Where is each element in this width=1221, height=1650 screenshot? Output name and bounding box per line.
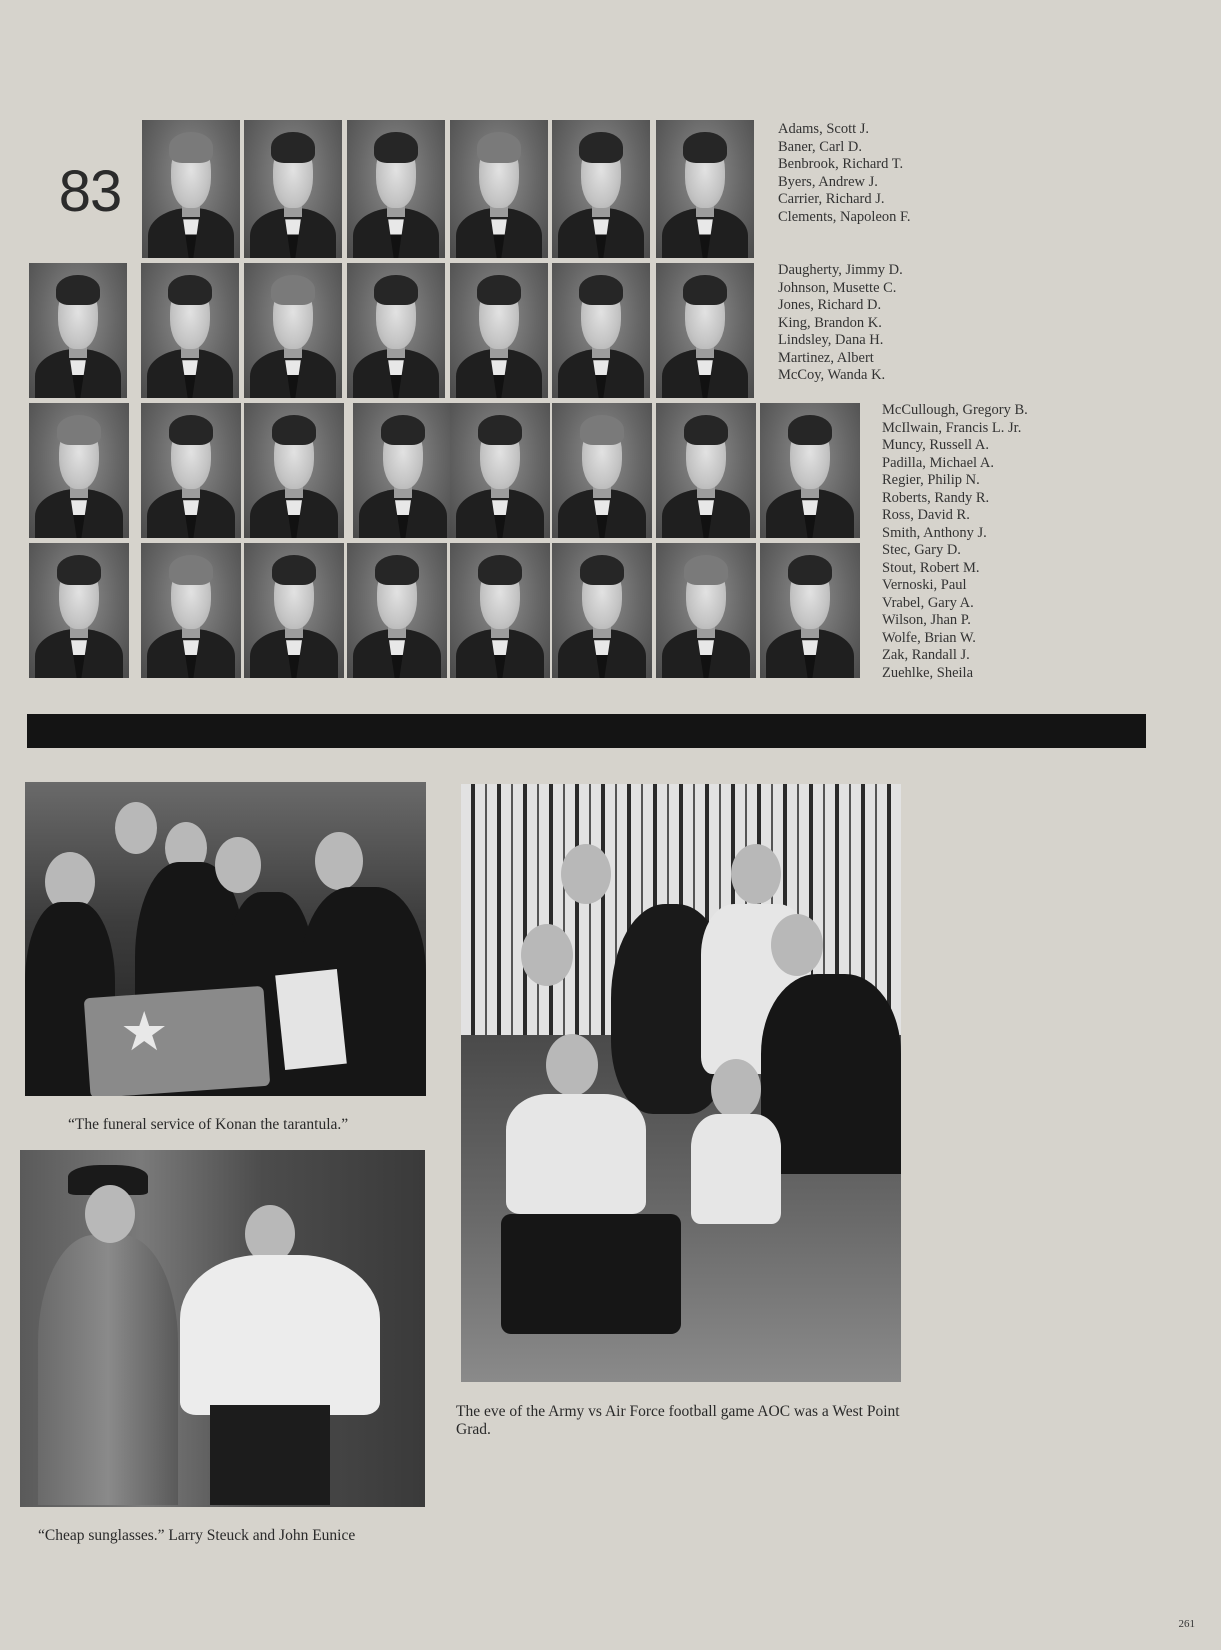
cadet-portrait — [353, 403, 453, 538]
cadet-portrait — [450, 403, 550, 538]
photo-sunglasses — [20, 1150, 425, 1507]
cadet-portrait — [244, 403, 344, 538]
roster-list-2 — [778, 262, 903, 385]
cadet-portrait — [29, 403, 129, 538]
roster-list-1 — [778, 121, 911, 226]
roster-name: Johnson, Musette C. — [778, 279, 897, 296]
photo-funeral: ★ — [25, 782, 426, 1096]
cadet-portrait — [347, 263, 445, 398]
roster-name: Clements, Napoleon F. — [778, 208, 911, 225]
roster-name: Martinez, Albert — [778, 349, 874, 366]
cadet-portrait — [450, 263, 548, 398]
roster-name: Lindsley, Dana H. — [778, 332, 884, 348]
cadet-portrait — [760, 543, 860, 678]
cadet-portrait — [142, 120, 240, 258]
roster-name: Regier, Philip N. — [882, 472, 980, 488]
cadet-portrait — [552, 403, 652, 538]
roster-name: Padilla, Michael A. — [882, 454, 994, 471]
roster-name: Vrabel, Gary A. — [882, 594, 974, 611]
photo-army-game — [461, 784, 901, 1382]
roster-name: McCullough, Gregory B. — [882, 402, 1028, 418]
roster-list-3 — [882, 402, 1028, 682]
roster-name: McIlwain, Francis L. Jr. — [882, 419, 1022, 436]
cadet-portrait — [656, 120, 754, 258]
squad-number: 83 — [58, 159, 122, 224]
roster-name: Jones, Richard D. — [778, 297, 882, 313]
page-number: 261 — [1178, 1618, 1195, 1630]
cadet-portrait — [347, 120, 445, 258]
roster-name: Daugherty, Jimmy D. — [778, 262, 903, 278]
roster-name: King, Brandon K. — [778, 314, 882, 331]
cadet-portrait — [29, 543, 129, 678]
roster-name: Stec, Gary D. — [882, 542, 961, 558]
cadet-portrait — [450, 543, 550, 678]
cadet-portrait — [552, 263, 650, 398]
roster-name: Byers, Andrew J. — [778, 173, 878, 190]
cadet-portrait — [141, 263, 239, 398]
cadet-portrait — [656, 403, 756, 538]
roster-name: Carrier, Richard J. — [778, 191, 885, 207]
roster-name: Zuehlke, Sheila — [882, 664, 974, 681]
caption-funeral: “The funeral service of Konan the tarantula.” — [68, 1116, 349, 1133]
roster-name: Smith, Anthony J. — [882, 524, 987, 541]
cadet-portrait — [29, 263, 127, 398]
cadet-portrait — [656, 263, 754, 398]
cadet-portrait — [244, 543, 344, 678]
cadet-portrait — [552, 543, 652, 678]
cadet-portrait — [141, 403, 241, 538]
roster-name: Wolfe, Brian W. — [882, 629, 976, 646]
cadet-portrait — [141, 543, 241, 678]
cadet-portrait — [347, 543, 447, 678]
cadet-portrait — [552, 120, 650, 258]
caption-army-game: The eve of the Army vs Air Force football game AOC was a West Point Grad. — [456, 1403, 900, 1438]
roster-name: Ross, David R. — [882, 507, 970, 523]
roster-name: Roberts, Randy R. — [882, 489, 990, 506]
roster-name: Baner, Carl D. — [778, 138, 862, 155]
roster-name: Adams, Scott J. — [778, 121, 870, 137]
cadet-portrait — [450, 120, 548, 258]
cadet-portrait — [244, 120, 342, 258]
roster-name: Muncy, Russell A. — [882, 437, 990, 453]
roster-name: Wilson, Jhan P. — [882, 612, 971, 628]
roster-name: McCoy, Wanda K. — [778, 367, 886, 383]
cadet-portrait — [656, 543, 756, 678]
roster-name: Stout, Robert M. — [882, 559, 980, 576]
roster-name: Vernoski, Paul — [882, 577, 967, 593]
roster-name: Benbrook, Richard T. — [778, 156, 904, 172]
caption-sunglasses: “Cheap sunglasses.” Larry Steuck and John Eunice — [38, 1527, 356, 1544]
cadet-portrait — [244, 263, 342, 398]
section-divider — [27, 714, 1146, 748]
roster-name: Zak, Randall J. — [882, 647, 970, 663]
cadet-portrait — [760, 403, 860, 538]
